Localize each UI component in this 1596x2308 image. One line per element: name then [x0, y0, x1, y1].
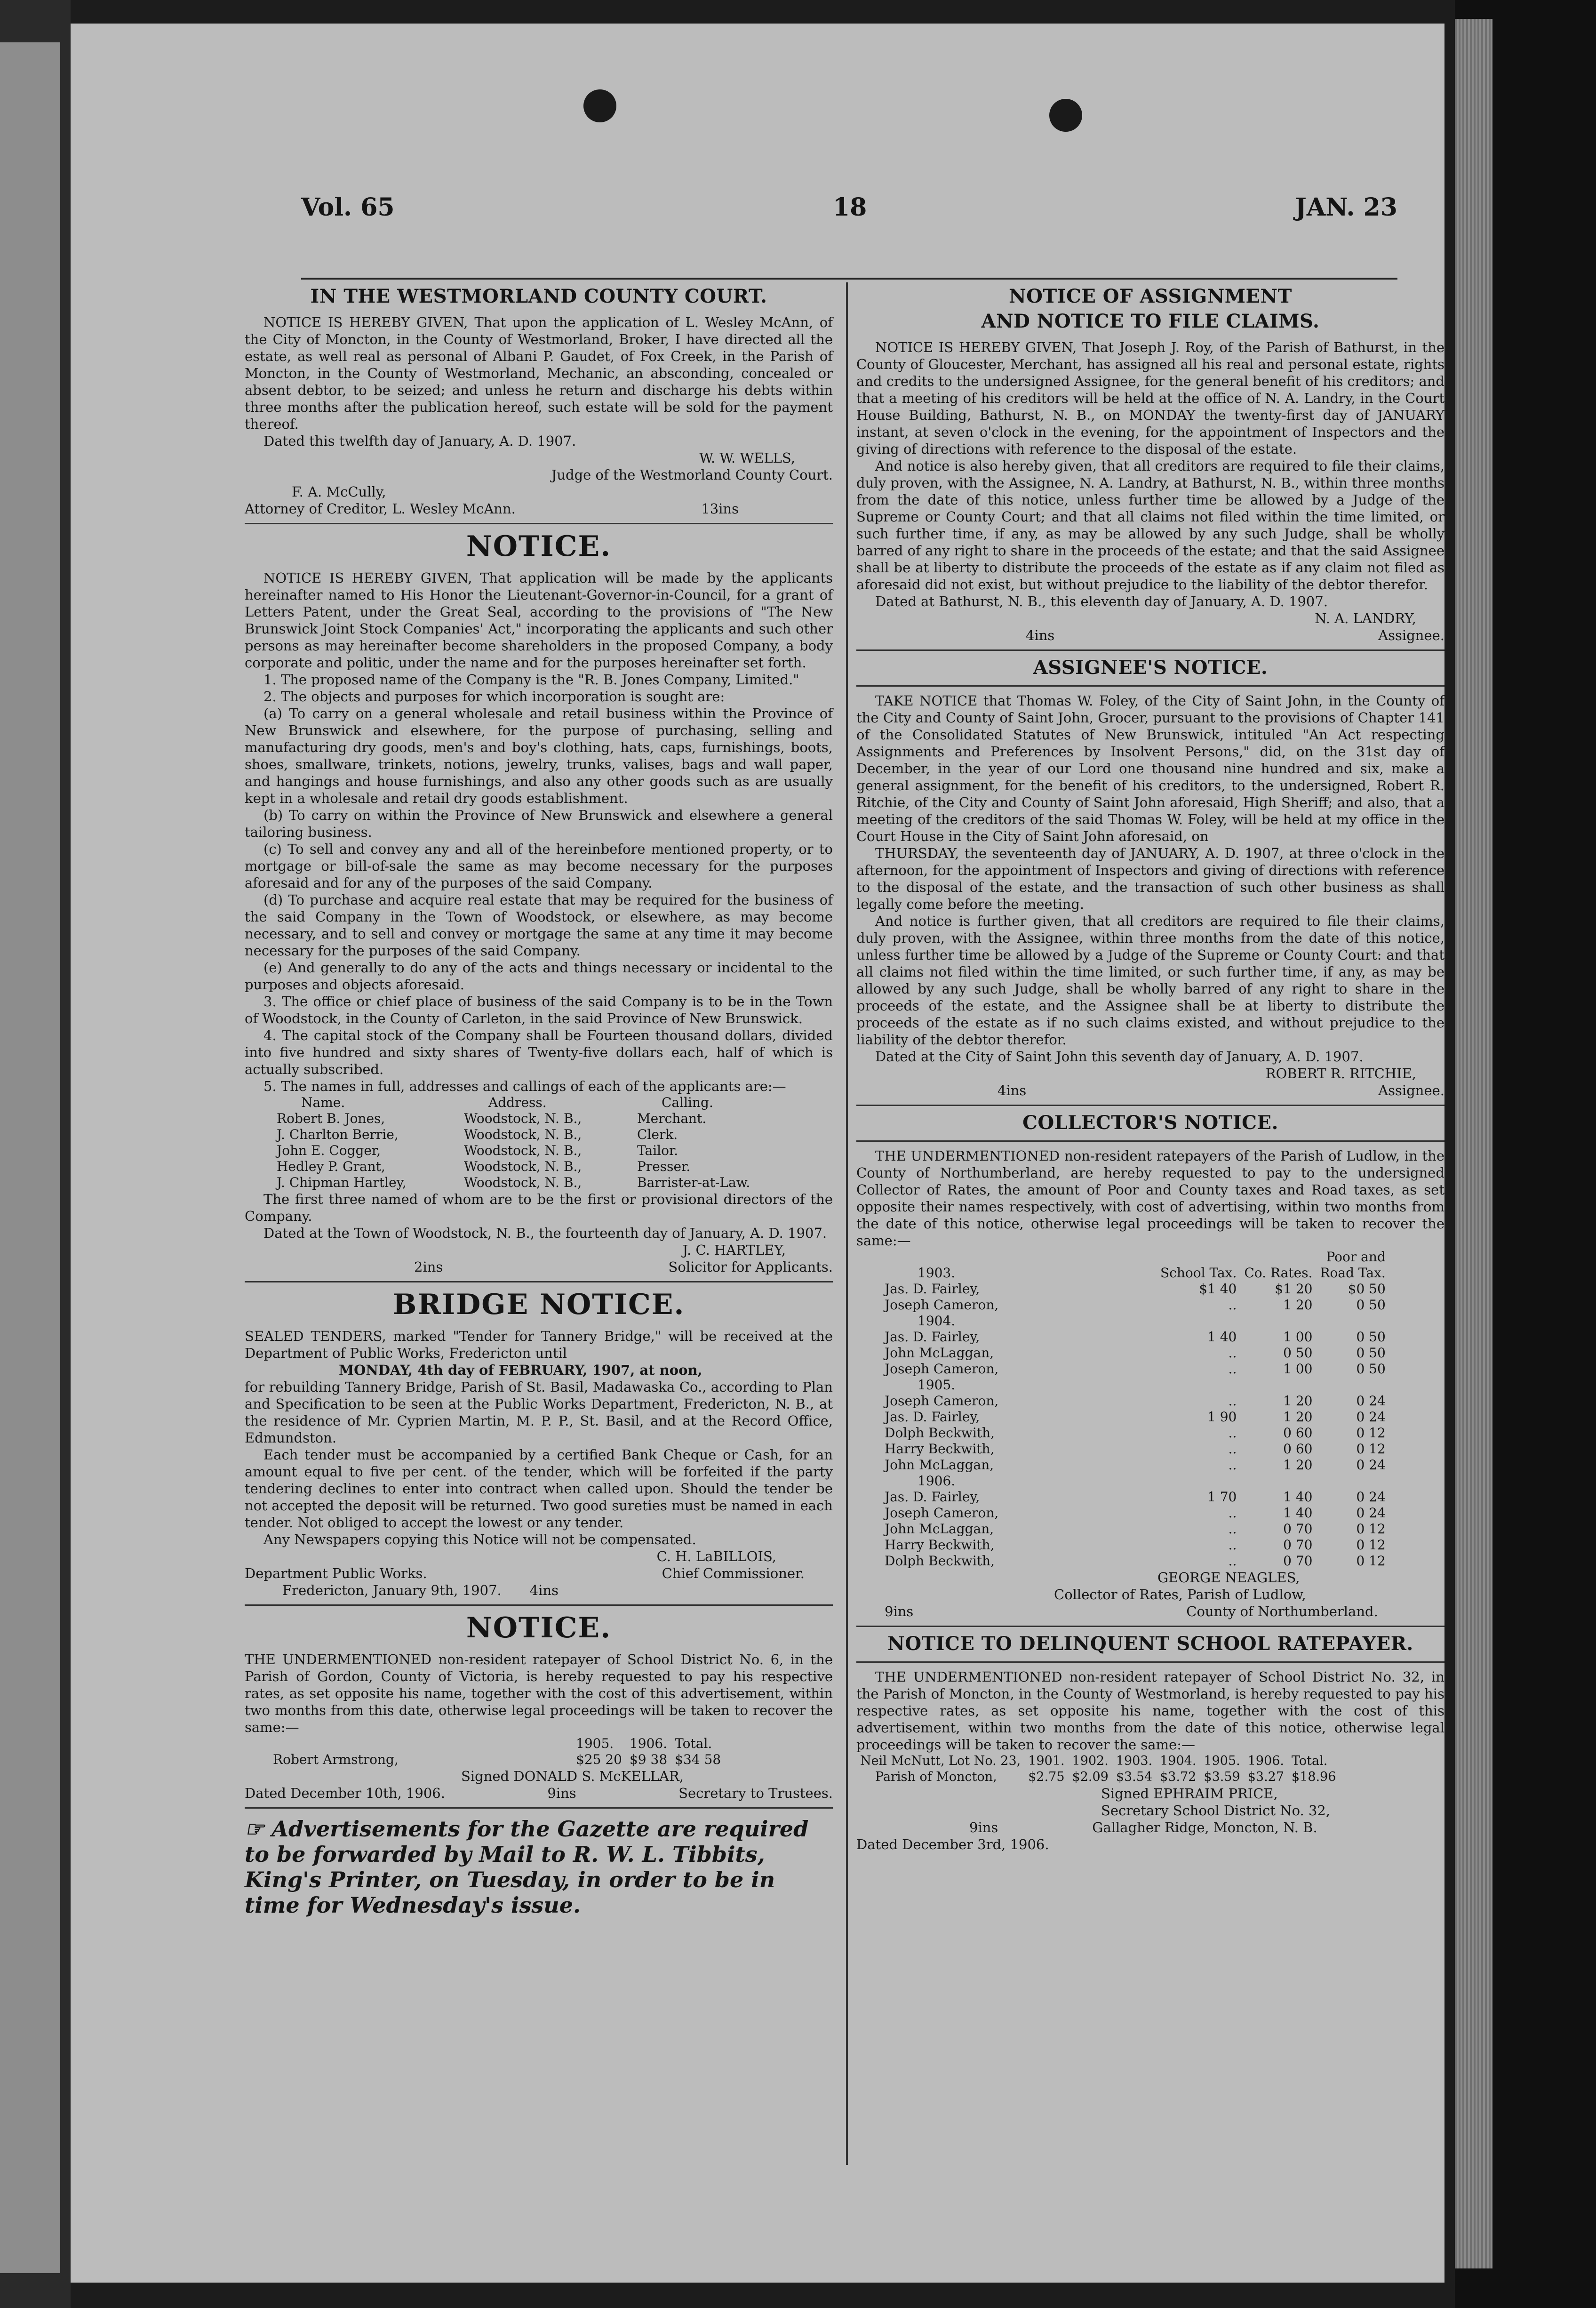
- table-row: [870, 1521, 1389, 1537]
- school-notice: [245, 1611, 833, 1809]
- notice-body: NOTICE IS HEREBY GIVEN, That upon the application of L. Wesley McAnn, of the City of Moncton, in the County of Westmorland, Broker, I have directed all the estate, as well real as personal of Albani P. Gaudet, of Fox Creek, in the Parish of Moncton, in the County of Westmorland, Mechanic, an absconding, concealed or absent debtor, to be seized; and unless he return and discharge his debts within three months after the publication hereof, such estate will be sold for the payment thereof.: [245, 314, 833, 432]
- year-row: [870, 1313, 1389, 1329]
- insertion-count: 9ins: [885, 1603, 914, 1619]
- table-cell: ..: [1228, 1441, 1237, 1457]
- collector-notice: [856, 1112, 1444, 1627]
- column-header: 1906.: [1247, 1754, 1285, 1768]
- table-cell: ..: [1228, 1457, 1237, 1473]
- notice-clause: (d) To purchase and acquire real estate that may be required for the business of the said Company in the Town of Woodstock, or elsewhere, as may become necessary, and to sell and convey or mortgage the same at any time it may become necessary for the purposes of the said Company.: [245, 892, 833, 959]
- column-header: Name.: [301, 1095, 345, 1110]
- table-cell: Jas. D. Fairley,: [885, 1281, 980, 1297]
- column-header: Calling.: [662, 1095, 713, 1110]
- book-right-edge: [1455, 0, 1596, 2308]
- table-cell: Woodstock, N. B.,: [464, 1159, 582, 1174]
- signer-title: Assignee.: [1378, 627, 1444, 643]
- table-cell: ..: [1228, 1505, 1237, 1521]
- table-cell: [1240, 1313, 1316, 1329]
- assignee-notice: [856, 657, 1444, 1106]
- column-header: Road Tax.: [1320, 1265, 1386, 1281]
- table-row: [870, 1409, 1389, 1425]
- attorney-name: F. A. McCully,: [292, 484, 386, 500]
- notice-clause: (e) And generally to do any of the acts and things necessary or incidental to the purposes and objects aforesaid.: [245, 960, 833, 993]
- table-cell: $25 20: [576, 1752, 622, 1767]
- delinquent-table: [856, 1753, 1340, 1785]
- gazette-advertisement: [245, 1816, 833, 1918]
- table-header: [870, 1265, 1389, 1281]
- table-cell: 0 24: [1356, 1505, 1386, 1521]
- table-cell: 1 40: [1207, 1329, 1237, 1345]
- notice-title: BRIDGE NOTICE.: [392, 1288, 685, 1321]
- table-cell: 1904.: [918, 1313, 956, 1329]
- section-rule: [245, 523, 833, 524]
- company-notice: [245, 530, 833, 1282]
- insertion-count: 4ins: [529, 1582, 559, 1598]
- notice-title: ASSIGNEE'S NOTICE.: [1033, 657, 1268, 679]
- table-row: [870, 1553, 1389, 1569]
- table-row: [870, 1281, 1389, 1297]
- insertion-count: 4ins: [998, 1082, 1027, 1098]
- signer-title: Secretary School District No. 32,: [1101, 1803, 1331, 1819]
- notice-body: TAKE NOTICE that Thomas W. Foley, of the City of Saint John, in the County of the City and County of Saint John, Grocer, pursuant to the provisions of Chapter 141 of the Consolidated Statutes of New Brunswick, intituled "An Act respecting Assignments and Preferences by Insolvent Persons," did, on the 31st day of December, in the year of our Lord one thousand nine hundred and six, make a general assignment, for the benefit of his creditors, to the undersigned, Robert R. Ritchie, of the City and County of Saint John aforesaid, High Sheriff; and also, that a meeting of the creditors of the said Thomas W. Foley, will be held at my office in the Court House in the City of Saint John aforesaid, on: [856, 693, 1444, 844]
- table-cell: Dolph Beckwith,: [885, 1425, 995, 1441]
- table-cell: [1316, 1377, 1389, 1393]
- table-cell: 1 90: [1207, 1409, 1237, 1425]
- table-cell: ..: [1228, 1297, 1237, 1313]
- column-header: 1905.: [1204, 1754, 1240, 1768]
- notice-clause: The first three named of whom are to be the first or provisional directors of the Company.: [245, 1191, 833, 1224]
- table-cell: 1 20: [1283, 1393, 1313, 1409]
- signer-title: Collector of Rates, Parish of Ludlow,: [1054, 1587, 1306, 1603]
- notice-title: NOTICE TO DELINQUENT SCHOOL RATEPAYER.: [887, 1633, 1413, 1655]
- delinquent-notice: [856, 1633, 1444, 1853]
- table-cell: 0 50: [1283, 1345, 1313, 1361]
- table-cell: Clerk.: [637, 1127, 678, 1142]
- table-cell: 1 20: [1283, 1409, 1313, 1425]
- table-cell: 0 70: [1283, 1537, 1313, 1553]
- pointing-hand-icon: ☞: [245, 1816, 272, 1842]
- table-cell: [1316, 1313, 1389, 1329]
- table-cell: Woodstock, N. B.,: [464, 1143, 582, 1158]
- signer-title: Assignee.: [1378, 1082, 1444, 1098]
- table-cell: 0 50: [1356, 1329, 1386, 1345]
- signer-name: ROBERT R. RITCHIE,: [1265, 1066, 1416, 1082]
- section-rule: [245, 1604, 833, 1606]
- table-cell: 0 12: [1356, 1553, 1386, 1569]
- table-cell: 1906.: [918, 1473, 956, 1489]
- notice-title: NOTICE OF ASSIGNMENT: [1009, 285, 1292, 307]
- table-cell: 1 40: [1283, 1505, 1313, 1521]
- table-cell: Parish of Moncton,: [875, 1770, 997, 1784]
- table-cell: Barrister-at-Law.: [637, 1175, 750, 1190]
- table-cell: Presser.: [637, 1159, 691, 1174]
- signer-name: C. H. LaBILLOIS,: [656, 1548, 776, 1564]
- table-cell: 0 12: [1356, 1537, 1386, 1553]
- notice-subtitle: AND NOTICE TO FILE CLAIMS.: [981, 310, 1320, 332]
- section-rule: [856, 1626, 1444, 1627]
- table-cell: Neil McNutt, Lot No. 23,: [860, 1754, 1021, 1768]
- section-rule: [856, 1105, 1444, 1106]
- notice-body: THE UNDERMENTIONED non-resident ratepayer of School District No. 6, in the Parish of Gordon, County of Victoria, is hereby requested to pay his respective rates, as set opposite his name, together with the cost of this advertisement, within two months from this date, otherwise legal proceedings will be taken to recover the same:—: [245, 1651, 833, 1735]
- table-row: [273, 1159, 754, 1175]
- table-cell: $3.72: [1160, 1770, 1197, 1784]
- notice-clause: 4. The capital stock of the Company shall be Fourteen thousand dollars, divided into five hundred and sixty shares of Twenty-five dollars each, half of which is actually subscribed.: [245, 1027, 833, 1077]
- table-cell: Harry Beckwith,: [885, 1537, 995, 1553]
- year-row: [870, 1473, 1389, 1489]
- column-header: 1904.: [1160, 1754, 1197, 1768]
- table-cell: ..: [1228, 1361, 1237, 1377]
- column-header: Total.: [675, 1736, 712, 1751]
- table-cell: Harry Beckwith,: [885, 1441, 995, 1457]
- table-cell: $3.27: [1247, 1770, 1285, 1784]
- table-cell: 0 60: [1283, 1441, 1313, 1457]
- table-cell: [1240, 1377, 1316, 1393]
- table-cell: ..: [1228, 1537, 1237, 1553]
- column-header: 1906.: [629, 1736, 668, 1751]
- signer-name: Signed EPHRAIM PRICE,: [1101, 1786, 1278, 1802]
- table-cell: [1157, 1313, 1240, 1329]
- notice-title: COLLECTOR'S NOTICE.: [1022, 1112, 1278, 1134]
- notice-clause: 1. The proposed name of the Company is the "R. B. Jones Company, Limited.": [263, 672, 799, 688]
- column-header: Address.: [488, 1095, 547, 1110]
- table-cell: [1240, 1473, 1316, 1489]
- notice-clause: (a) To carry on a general wholesale and retail business within the Province of New Brunswick and elsewhere, for the purpose of purchasing, selling and manufacturing dry goods, men's and boy's clothing, hats, caps, furnishings, boots, shoes, smallware, trinkets, notions, jewelry, trunks, valises, bags and wall paper, and hangings and house furnishings, and also any other goods such as are usually kept in a wholesale and retail dry goods establishment.: [245, 705, 833, 806]
- table-cell: 0 50: [1356, 1297, 1386, 1313]
- table-cell: Joseph Cameron,: [885, 1505, 999, 1521]
- table-row: [273, 1175, 754, 1191]
- table-row: [870, 1457, 1389, 1473]
- signer-title: Chief Commissioner.: [662, 1565, 805, 1581]
- table-cell: 1 40: [1283, 1489, 1313, 1505]
- section-rule: [856, 685, 1444, 687]
- table-cell: Dolph Beckwith,: [885, 1553, 995, 1569]
- table-row: [856, 1769, 1340, 1785]
- table-cell: $9 38: [629, 1752, 668, 1767]
- table-cell: Joseph Cameron,: [885, 1297, 999, 1313]
- tender-date: MONDAY, 4th day of FEBRUARY, 1907, at noon,: [339, 1362, 702, 1378]
- column-header: 1901.: [1028, 1754, 1065, 1768]
- table-row: [870, 1441, 1389, 1457]
- table-cell: 1 20: [1283, 1457, 1313, 1473]
- table-row: [870, 1361, 1389, 1377]
- table-cell: 0 12: [1356, 1425, 1386, 1441]
- county-name: County of Northumberland.: [1186, 1603, 1378, 1619]
- table-cell: 1 20: [1283, 1297, 1313, 1313]
- bridge-notice: [245, 1288, 833, 1606]
- section-rule: [245, 1807, 833, 1809]
- table-cell: [1157, 1473, 1240, 1489]
- table-cell: [1316, 1473, 1389, 1489]
- table-cell: 0 24: [1356, 1393, 1386, 1409]
- table-cell: $3.54: [1116, 1770, 1153, 1784]
- header-rule: [301, 278, 1397, 280]
- signer-name: GEORGE NEAGLES,: [1157, 1570, 1300, 1586]
- book-left-edge: [0, 0, 71, 2308]
- table-cell: 0 70: [1283, 1521, 1313, 1537]
- notice-body: And notice is also hereby given, that all creditors are required to file their claims, duly proven, with the Assignee, N. A. Landry, at Bathurst, N. B., within three months from the date of this notice, unless further time be allowed by a Judge of the Supreme or County Court; and that all claims not filed within the time limited, or such further time, if any, as may be allowed by any such Judge, shall be wholly barred of any right to share in the proceeds of the estate; and that the said Assignee shall be at liberty to distribute the proceeds of the estate as if any claim not filed as aforesaid did not exist, but without prejudice to the liability of the debtor therefor.: [856, 458, 1444, 593]
- section-rule: [856, 649, 1444, 651]
- column-header: Poor and: [1326, 1249, 1386, 1265]
- table-cell: Tailor.: [637, 1143, 678, 1158]
- table-row: [273, 1143, 754, 1159]
- table-cell: [1157, 1377, 1240, 1393]
- place-date: Fredericton, January 9th, 1907.: [282, 1582, 502, 1598]
- signer-title: Judge of the Westmorland County Court.: [551, 467, 833, 483]
- westmorland-notice: [245, 285, 833, 524]
- table-cell: Robert B. Jones,: [277, 1111, 385, 1126]
- table-cell: 0 24: [1356, 1489, 1386, 1505]
- department: Department Public Works.: [245, 1565, 427, 1581]
- table-cell: 0 24: [1356, 1409, 1386, 1425]
- table-cell: 0 50: [1356, 1345, 1386, 1361]
- table-header: [870, 1249, 1389, 1265]
- table-cell: $0 50: [1348, 1281, 1386, 1297]
- section-rule: [856, 1661, 1444, 1663]
- table-row: [870, 1393, 1389, 1409]
- insertion-count: 9ins: [547, 1785, 576, 1801]
- notice-clause: (c) To sell and convey any and all of the hereinbefore mentioned property, or to mortgage or bill-of-sale the same as may become necessary for the purposes aforesaid and for any of the purposes of the said Company.: [245, 841, 833, 891]
- table-cell: Woodstock, N. B.,: [464, 1111, 582, 1126]
- year-row: [870, 1377, 1389, 1393]
- notice-body: THE UNDERMENTIONED non-resident ratepayers of the Parish of Ludlow, in the County of Northumberland, are hereby requested to pay to the undersigned Collector of Rates, the amount of Poor and County taxes and Road taxes, as set opposite their names respectively, with cost of advertising, within two months from the date of this notice, otherwise legal proceedings will be taken to recover the same:—: [856, 1148, 1444, 1249]
- column-header: School Tax.: [1160, 1265, 1237, 1281]
- notice-title: NOTICE.: [466, 530, 612, 563]
- attorney-line: Attorney of Creditor, L. Wesley McAnn.: [245, 501, 516, 517]
- notice-body: SEALED TENDERS, marked "Tender for Tannery Bridge," will be received at the Department of Public Works, Fredericton until: [245, 1328, 833, 1361]
- table-cell: ..: [1228, 1521, 1237, 1537]
- table-cell: ..: [1228, 1393, 1237, 1409]
- table-cell: John McLaggan,: [885, 1345, 994, 1361]
- notice-clause: 5. The names in full, addresses and callings of each of the applicants are:—: [263, 1078, 786, 1094]
- notice-dated: Dated this twelfth day of January, A. D. 1907.: [263, 433, 576, 449]
- table-cell: Woodstock, N. B.,: [464, 1127, 582, 1142]
- table-cell: $18.96: [1292, 1770, 1336, 1784]
- notice-body: THE UNDERMENTIONED non-resident ratepayer of School District No. 32, in the Parish of Moncton, in the County of Westmorland, is hereby requested to pay his respective rates, as set opposite his name, together with the cost of this advertisement, within two months from the date of this notice, otherwise legal proceedings will be taken to recover the same:—: [856, 1669, 1444, 1753]
- advertisement-text: Advertisements for the Gazette are required to be forwarded by Mail to R. W. L. Tibbits, King's Printer, on Tuesday, in order to be in time for Wednesday's issue.: [245, 1816, 809, 1918]
- table-cell: John E. Cogger,: [277, 1143, 381, 1158]
- insertion-count: 4ins: [1026, 627, 1055, 643]
- table-cell: J. Chipman Hartley,: [277, 1175, 407, 1190]
- table-cell: 0 50: [1356, 1361, 1386, 1377]
- page-content: [226, 24, 1444, 2283]
- table-row: [245, 1752, 725, 1768]
- table-row: [273, 1127, 754, 1143]
- table-cell: 1 00: [1283, 1329, 1313, 1345]
- insertion-count: 9ins: [969, 1819, 998, 1835]
- address: Gallagher Ridge, Moncton, N. B.: [1092, 1819, 1317, 1835]
- table-cell: Jas. D. Fairley,: [885, 1409, 980, 1425]
- rates-table: [245, 1736, 725, 1768]
- table-cell: Joseph Cameron,: [885, 1361, 999, 1377]
- table-cell: 0 24: [1356, 1457, 1386, 1473]
- table-cell: 1905.: [918, 1377, 956, 1393]
- table-row: [870, 1489, 1389, 1505]
- applicants-table: [273, 1095, 754, 1191]
- insertion-count: 2ins: [414, 1259, 443, 1275]
- table-cell: John McLaggan,: [885, 1521, 994, 1537]
- issue-date: JAN. 23: [1295, 193, 1397, 222]
- signer-name: W. W. WELLS,: [699, 450, 795, 466]
- table-cell: Merchant.: [637, 1111, 707, 1126]
- table-cell: Robert Armstrong,: [273, 1752, 399, 1767]
- table-cell: 0 12: [1356, 1521, 1386, 1537]
- table-row: [856, 1753, 1340, 1769]
- signer-name: Signed DONALD S. McKELLAR,: [461, 1768, 684, 1784]
- table-row: [870, 1329, 1389, 1345]
- column-header: 1905.: [576, 1736, 614, 1751]
- table-row: [870, 1505, 1389, 1521]
- notice-body: Each tender must be accompanied by a certified Bank Cheque or Cash, for an amount equal to five per cent. of the tender, which will be forfeited if the party tendering declines to enter into contract when called upon. Should the tender be not accepted the deposit will be returned. Two good sureties must be named in each tender. Not obliged to accept the lowest or any tender.: [245, 1447, 833, 1531]
- collector-table: [870, 1249, 1389, 1569]
- table-cell: John McLaggan,: [885, 1457, 994, 1473]
- column-divider: [846, 282, 848, 2165]
- column-header: 1903.: [918, 1265, 956, 1281]
- assignment-notice: [856, 285, 1444, 651]
- table-row: [870, 1345, 1389, 1361]
- table-row: [870, 1425, 1389, 1441]
- column-header: Co. Rates.: [1244, 1265, 1313, 1281]
- signer-name: J. C. HARTLEY,: [682, 1242, 786, 1258]
- table-cell: 1 70: [1207, 1489, 1237, 1505]
- table-cell: Jas. D. Fairley,: [885, 1489, 980, 1505]
- left-column: [245, 282, 833, 1918]
- notice-dated: Dated at Bathurst, N. B., this eleventh day of January, A. D. 1907.: [875, 593, 1328, 609]
- table-cell: ..: [1228, 1425, 1237, 1441]
- page-header: [301, 193, 1397, 259]
- table-cell: Jas. D. Fairley,: [885, 1329, 980, 1345]
- notice-dated: Dated December 10th, 1906.: [245, 1785, 445, 1801]
- notice-body: for rebuilding Tannery Bridge, Parish of St. Basil, Madawaska Co., according to Plan and Specification to be seen at the Public Works Department, Fredericton, N. B., at the residence of Mr. Cyprien Martin, M. P. P., St. Basil, and at the Record Office, Edmundston.: [245, 1379, 833, 1446]
- table-header: [245, 1736, 725, 1752]
- table-cell: J. Charlton Berrie,: [277, 1127, 399, 1142]
- column-header: 1902.: [1072, 1754, 1109, 1768]
- column-header: Total.: [1292, 1754, 1328, 1768]
- table-cell: 0 70: [1283, 1553, 1313, 1569]
- signer-name: N. A. LANDRY,: [1315, 610, 1416, 626]
- notice-body: NOTICE IS HEREBY GIVEN, That Joseph J. Roy, of the Parish of Bathurst, in the County of Gloucester, Merchant, has assigned all his real and personal estate, rights and credits to the undersigned Assignee, for the general benefit of his creditors; and that a meeting of his creditors will be held at the office of N. A. Landry, in the Court House Building, Bathurst, N. B., on MONDAY the twenty-first day of JANUARY instant, at seven o'clock in the evening, for the appointment of Inspectors and the giving of directions with reference to the disposal of the estate.: [856, 339, 1444, 457]
- table-cell: $2.09: [1072, 1770, 1109, 1784]
- notice-dated: Dated at the City of Saint John this seventh day of January, A. D. 1907.: [875, 1049, 1364, 1065]
- table-cell: ..: [1228, 1345, 1237, 1361]
- table-cell: $1 40: [1199, 1281, 1237, 1297]
- table-cell: $2.75: [1028, 1770, 1065, 1784]
- table-cell: Joseph Cameron,: [885, 1393, 999, 1409]
- table-cell: Woodstock, N. B.,: [464, 1175, 582, 1190]
- notice-intro: NOTICE IS HEREBY GIVEN, That application will be made by the applicants hereinafter named to His Honor the Lieutenant-Governor-in-Council, for a grant of Letters Patent, under the Great Seal, according to the provisions of "The New Brunswick Joint Stock Companies' Act," incorporating the applicants and such other persons as may hereinafter become shareholders in the proposed Company, a body corporate and politic, under the name and for the purposes hereinafter set forth.: [245, 570, 833, 671]
- table-cell: 0 12: [1356, 1441, 1386, 1457]
- notice-body: THURSDAY, the seventeenth day of JANUARY, A. D. 1907, at three o'clock in the afternoon, for the appointment of Inspectors and giving of directions with reference to the disposal of the estate, and the transaction of such other business as shall legally come before the meeting.: [856, 845, 1444, 912]
- signer-title: Solicitor for Applicants.: [668, 1259, 833, 1275]
- insertion-count: 13ins: [701, 501, 739, 517]
- section-rule: [245, 1281, 833, 1282]
- table-cell: 1 00: [1283, 1361, 1313, 1377]
- table-header: [273, 1095, 754, 1111]
- table-cell: $3.59: [1204, 1770, 1240, 1784]
- right-column: [856, 282, 1444, 1858]
- section-rule: [856, 1140, 1444, 1142]
- table-cell: 0 60: [1283, 1425, 1313, 1441]
- table-row: [870, 1537, 1389, 1553]
- page-number: 18: [833, 193, 867, 222]
- gazette-page: [71, 24, 1444, 2283]
- notice-clause: 3. The office or chief place of business of the said Company is to be in the Town of Woodstock, in the County of Carleton, in the said Province of New Brunswick.: [245, 994, 833, 1026]
- notice-title: NOTICE.: [466, 1611, 612, 1644]
- signer-title: Secretary to Trustees.: [678, 1785, 833, 1801]
- notice-dated: Dated at the Town of Woodstock, N. B., the fourteenth day of January, A. D. 1907.: [263, 1225, 827, 1241]
- notice-body: And notice is further given, that all creditors are required to file their claims, duly proven, with the Assignee, within three months from the date of this notice, unless further time be allowed by a Judge of the Supreme or County Court: and that all claims not filed within the time limited, or such further time, if any, as may be allowed by any such Judge, shall be wholly barred of any right to share in the proceeds of the estate, and the Assignee shall be at liberty to distribute the proceeds of the estate as if no such claims existed, and without prejudice to the liability of the debtor therefor.: [856, 913, 1444, 1048]
- column-header: 1903.: [1116, 1754, 1153, 1768]
- table-cell: $34 58: [675, 1752, 721, 1767]
- notice-body: Any Newspapers copying this Notice will not be compensated.: [263, 1531, 696, 1547]
- table-cell: ..: [1228, 1553, 1237, 1569]
- table-row: [273, 1111, 754, 1127]
- table-row: [870, 1297, 1389, 1313]
- notice-clause: (b) To carry on within the Province of New Brunswick and elsewhere a general tailoring business.: [245, 807, 833, 840]
- notice-dated: Dated December 3rd, 1906.: [856, 1836, 1049, 1852]
- notice-clause: 2. The objects and purposes for which incorporation is sought are:: [263, 689, 725, 705]
- table-cell: Hedley P. Grant,: [277, 1159, 385, 1174]
- table-cell: $1 20: [1275, 1281, 1313, 1297]
- volume-label: Vol. 65: [301, 193, 395, 222]
- notice-title: IN THE WESTMORLAND COUNTY COURT.: [310, 285, 767, 307]
